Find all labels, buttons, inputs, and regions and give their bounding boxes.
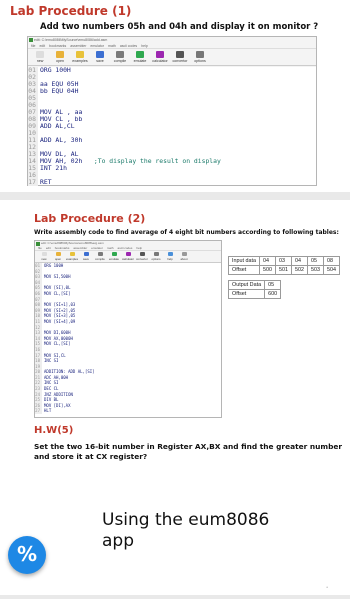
menu-item-ascii-codes[interactable]: ascii codes [119, 44, 138, 48]
code-text: aa EQU 05H [40, 80, 79, 88]
line-number: 05 [35, 285, 40, 291]
toolbar-label: calculator [152, 59, 168, 63]
toolbar-save-button[interactable] [90, 49, 110, 65]
toolbar-calculator-button[interactable] [150, 49, 170, 65]
code-text: JNZ ADDITION [44, 391, 73, 397]
toolbar-label: convertor [136, 257, 148, 261]
line-number: 15 [28, 164, 36, 172]
line-number: 02 [35, 268, 40, 274]
line-number: 27 [35, 408, 40, 414]
line-number: 16 [28, 171, 36, 179]
code-line [28, 158, 316, 165]
table-cell: Output Data [229, 281, 265, 290]
code-line [28, 67, 316, 74]
toolbar-convertor-button[interactable] [135, 251, 149, 262]
line-number: 15 [35, 341, 40, 347]
toolbar-emulate-button[interactable] [107, 251, 121, 262]
toolbar-label: convertor [172, 59, 188, 63]
line-number: 22 [35, 380, 40, 386]
line-number: 11 [28, 136, 36, 144]
window-title: edit: C:\emu8086\MySource\emu8086\avg.asm [35, 241, 221, 246]
line-number: 09 [35, 307, 40, 313]
toolbar-options-button[interactable] [190, 49, 210, 65]
menu-item-assembler[interactable]: assembler [73, 246, 88, 250]
hw-title: H.W(5) [34, 425, 74, 436]
calculator-icon [156, 51, 164, 58]
code-text: ADC AH,00H [44, 374, 69, 380]
menu-item-bookmarks[interactable]: bookmarks [49, 44, 67, 48]
toolbar-label: emulate [133, 59, 147, 63]
examples-icon [76, 51, 84, 58]
save-icon [84, 252, 89, 256]
toolbar-about-button[interactable] [177, 251, 191, 262]
help-icon [168, 252, 173, 256]
code-text: MOV AL , aa [40, 108, 83, 116]
code-text: bb EQU 04H [40, 87, 79, 95]
menu-item-emulator[interactable]: emulator [90, 44, 105, 48]
table-cell: 03 [275, 257, 291, 266]
calculator-icon [126, 252, 131, 256]
table-cell: 500 [259, 266, 275, 275]
line-number: 13 [28, 150, 36, 158]
line-number: 02 [28, 73, 36, 81]
line-number: 06 [35, 290, 40, 296]
code-text: MOV SI,500H [44, 274, 71, 280]
line-number: 12 [35, 324, 40, 330]
input-data-table [228, 256, 340, 275]
line-number: 03 [35, 274, 40, 280]
slide-1-question: Add two numbers 05h and 04h and display it on monitor ? [40, 22, 319, 32]
code-text: DIV BL [44, 397, 59, 403]
menu-item-bookmarks[interactable]: bookmarks [54, 246, 70, 250]
new-icon [42, 252, 47, 256]
menu-item-math[interactable]: math [108, 44, 116, 48]
line-number: 04 [35, 279, 40, 285]
toolbar-label: new [41, 257, 47, 261]
emulate-icon [112, 252, 117, 256]
code-text: MOV AX,0000H [44, 335, 73, 341]
code-line [28, 172, 316, 179]
code-line [28, 123, 316, 130]
code-text: MOV [SI+3],05 [44, 313, 76, 319]
toolbar-label: options [151, 257, 161, 261]
emulator-window-2 [34, 240, 222, 418]
table-cell: 04 [291, 257, 307, 266]
toolbar-help-button[interactable] [163, 251, 177, 262]
code-text [38, 95, 40, 102]
line-number: 04 [28, 87, 36, 95]
line-number: 23 [35, 386, 40, 392]
code-text: ORG 100H [40, 66, 71, 74]
line-number: 18 [35, 358, 40, 364]
line-number: 10 [28, 129, 36, 137]
toolbar-new-button[interactable] [30, 49, 50, 65]
slide-2-title: Lab Procedure (2) [34, 212, 146, 225]
menu-item-emulator[interactable]: emulator [91, 246, 103, 250]
code-text: ADDITION: ADD AL,[SI] [44, 369, 95, 375]
line-number: 12 [28, 143, 36, 151]
compile-icon [116, 51, 124, 58]
open-icon [56, 51, 64, 58]
table-cell: 502 [291, 266, 307, 275]
line-number: 01 [35, 263, 40, 268]
code-text: INC SI [44, 380, 59, 386]
line-number: 14 [28, 157, 36, 165]
table-row [229, 266, 340, 275]
line-number: 07 [35, 296, 40, 302]
window-title: edit: C:\emu8086\MySource\emu8086\add.asm [28, 37, 316, 43]
line-number: 16 [35, 346, 40, 352]
toolbar-label: save [96, 59, 104, 63]
emulator-window-1 [27, 36, 317, 186]
menu-item-help[interactable]: help [141, 44, 148, 48]
table-cell: Input data [229, 257, 260, 266]
line-number: 24 [35, 391, 40, 397]
code-text: ADD AL, 30h [40, 136, 83, 144]
toolbar-label: new [36, 59, 44, 63]
toolbar-label: help [167, 257, 173, 261]
menu-item-math[interactable]: math [106, 246, 114, 250]
table-cell: 600 [265, 290, 281, 299]
toolbar-label: open [56, 59, 64, 63]
code-comment: ;To display the result on display [82, 157, 221, 165]
toolbar-label: emulate [109, 257, 119, 261]
toolbar-label: examples [66, 257, 78, 261]
app-note: Using the eum8086 app [102, 510, 270, 551]
new-icon [36, 51, 44, 58]
code-line [28, 95, 316, 102]
code-text: MOV [DI],AX [44, 402, 71, 408]
line-number: 01 [28, 66, 36, 74]
hw-text: Set the two 16-bit number in Register AX,BX and find the greater number and store it at CX register? [34, 442, 343, 461]
line-number: 08 [28, 115, 36, 123]
line-number: 05 [28, 94, 36, 102]
code-text: INT 21h [40, 164, 67, 172]
toolbar-compile-button[interactable] [110, 49, 130, 65]
toolbar-label: compile [95, 257, 105, 261]
about-icon [182, 252, 187, 256]
menu-item-edit[interactable]: edit [39, 44, 46, 48]
emulate-icon [136, 51, 144, 58]
options-icon [154, 252, 159, 256]
line-number: 13 [35, 330, 40, 336]
toolbar-label: open [54, 257, 62, 261]
slide-2-question: Write assembly code to find average of 4 eight bit numbers according to following tables: [34, 229, 339, 236]
code-line [28, 88, 316, 95]
toolbar [28, 49, 316, 66]
menu-item-file[interactable]: file [31, 44, 36, 48]
toolbar-convertor-button[interactable] [170, 49, 190, 65]
line-number: 17 [28, 178, 36, 186]
toolbar-open-button[interactable] [50, 49, 70, 65]
table-row [229, 290, 281, 299]
code-text: MOV SI,CL [44, 352, 66, 358]
code-text: RET [40, 178, 52, 186]
toolbar-calculator-button[interactable] [121, 251, 135, 262]
table-cell: Offset [229, 290, 265, 299]
code-text: MOV CL,[SI] [44, 290, 71, 296]
slide-1 [0, 0, 350, 192]
table-cell: 04 [259, 257, 275, 266]
code-text: MOV AH, 02h ;To display the result on display [40, 157, 221, 165]
slide-1-title: Lab Procedure (1) [10, 4, 132, 18]
line-number: 25 [35, 397, 40, 403]
table-cell: Offset [229, 266, 260, 275]
code-text: HLT [44, 408, 52, 414]
toolbar-emulate-button[interactable] [130, 49, 150, 65]
toolbar [35, 251, 221, 263]
code-editor[interactable] [35, 263, 221, 417]
code-text: MOV [SI+2],05 [44, 307, 76, 313]
line-number: 14 [35, 335, 40, 341]
output-data-table [228, 280, 281, 299]
code-text: MOV [SI+1],03 [44, 302, 76, 308]
table-row [229, 257, 340, 266]
line-number: 10 [35, 313, 40, 319]
compile-icon [98, 252, 103, 256]
line-number: 08 [35, 302, 40, 308]
calculator-fab-button[interactable] [8, 536, 46, 574]
code-text: INC SI [44, 358, 59, 364]
convertor-icon [176, 51, 184, 58]
toolbar-examples-button[interactable] [65, 251, 79, 262]
line-number: 06 [28, 101, 36, 109]
code-line [35, 408, 221, 414]
options-icon [196, 51, 204, 58]
menu-item-ascii-codes[interactable]: ascii codes [117, 246, 133, 250]
table-cell: 08 [323, 257, 339, 266]
code-line [28, 137, 316, 144]
line-number: 11 [35, 318, 40, 324]
code-text: ORG 100H [44, 263, 64, 268]
code-editor[interactable] [28, 67, 316, 185]
toolbar-label: about [180, 257, 188, 261]
examples-icon [70, 252, 75, 256]
menu-item-help[interactable]: help [136, 246, 143, 250]
toolbar-compile-button[interactable] [93, 251, 107, 262]
toolbar-examples-button[interactable] [70, 49, 90, 65]
code-line [28, 165, 316, 172]
line-number: 26 [35, 402, 40, 408]
open-icon [56, 252, 61, 256]
line-number: 09 [28, 122, 36, 130]
code-text: MOV CL , bb [40, 115, 83, 123]
code-line [28, 179, 316, 186]
code-text: MOV DL, AL [40, 150, 79, 158]
toolbar-new-button[interactable] [37, 251, 51, 262]
table-cell: 05 [265, 281, 281, 290]
code-text: DEC CL [44, 386, 59, 392]
menu-item-edit[interactable]: edit [45, 246, 51, 250]
table-cell: 503 [307, 266, 323, 275]
line-number: 07 [28, 108, 36, 116]
toolbar-open-button[interactable] [51, 251, 65, 262]
line-number: 21 [35, 374, 40, 380]
toolbar-label: options [194, 59, 206, 63]
line-number: 17 [35, 352, 40, 358]
line-number: 03 [28, 80, 36, 88]
toolbar-save-button[interactable] [79, 251, 93, 262]
save-icon [96, 51, 104, 58]
code-text: MOV [SI+4],09 [44, 318, 76, 324]
table-cell: 05 [307, 257, 323, 266]
table-cell: 501 [275, 266, 291, 275]
menu-item-file[interactable]: file [38, 246, 42, 250]
convertor-icon [140, 252, 145, 256]
code-text: MOV CL,[SI] [44, 341, 71, 347]
code-text: MOV DI,600H [44, 330, 71, 336]
line-number: 20 [35, 369, 40, 375]
toolbar-label: calculator [122, 257, 134, 261]
menu-item-assembler[interactable]: assembler [70, 44, 87, 48]
percent-icon: % [16, 542, 38, 566]
line-number: 19 [35, 363, 40, 369]
toolbar-label: save [83, 257, 89, 261]
table-cell: 504 [323, 266, 339, 275]
toolbar-label: examples [72, 59, 88, 63]
code-text: ADD AL,CL [40, 122, 75, 130]
slide-number: • [326, 585, 328, 591]
toolbar-options-button[interactable] [149, 251, 163, 262]
table-row [229, 281, 281, 290]
code-text: MOV [SI],0L [44, 285, 71, 291]
toolbar-label: compile [113, 59, 127, 63]
